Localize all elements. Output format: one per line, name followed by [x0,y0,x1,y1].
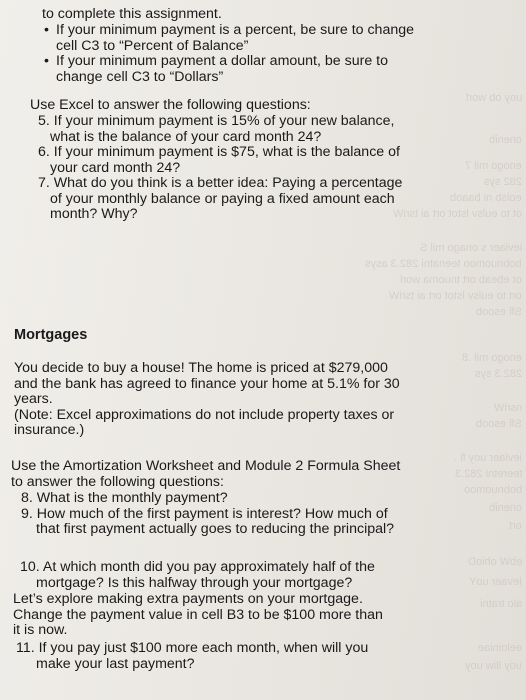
excel-questions-prompt: Use Excel to answer the following questions: [30,97,311,113]
show-through-decoration: enogo mil .8 [462,352,522,364]
show-through-decoration: uoy lliw uoy [465,660,522,672]
show-through-decoration: 282 sys [484,176,522,188]
mortgage-note: insurance.) [14,422,85,438]
question-7-continuation: of your monthly balance or paying a fixed amount each [50,190,395,207]
question-5-continuation: what is the balance of your card month 24? [50,128,322,145]
mortgage-question-11: 11. If you pay just $100 more each month, when will you make your last payment? [16,640,369,672]
show-through-decoration: enogo mil 7 [465,160,522,172]
mortgage-question-10: 10. At which month did you pay approximately half of the mortgage? Is this halfway through your mortgage? [20,559,375,591]
mortgage-intro-paragraph: You decide to buy a house! The home is priced at $279,000 and the bank has agreed to finance your home at 5.1% for 30 years. (Note: Excel approximations do not include property taxes or insurance.) [14,360,400,438]
mortgage-question-list [21,491,394,538]
bullet-item: • If your minimum payment is a percent, be sure to change [44,22,415,38]
question-8: 8. What is the monthly payment? [21,490,228,506]
intro-bullet-list [44,22,415,85]
bullet-item-continuation: change cell C3 to “Dollars” [56,68,224,85]
question-7-continuation: month? Why? [50,206,138,222]
question-6: 6. If your minimum payment is $75, what is the balance of [38,144,400,160]
show-through-decoration: teeretni 282.3 [454,468,522,480]
question-9: 9. How much of the first payment is interest? How much of [21,505,388,522]
question-7: 7. What do you think is a better idea: Paying a percentage [38,175,403,191]
show-through-decoration: ort to eulsv lstot ort ai tsriW [389,290,522,302]
show-through-decoration: Sfi esoob [476,418,522,430]
bullet-icon: • [44,22,49,38]
mortgage-note: (Note: Excel approximations do not include property taxes or [14,406,395,423]
amortization-prompt: Use the Amortization Worksheet and Module 2 Formula Sheet to answer the following questions: [11,458,401,490]
show-through-decoration: eeloiniae [477,642,522,654]
show-through-decoration: levaer uoY [469,576,522,588]
show-through-decoration: ieviaer uoy fi . [454,452,522,464]
intro-text: to complete this assignment. [42,6,222,22]
show-through-decoration: nsriW [493,402,522,414]
bullet-item: • If your minimum payment a dollar amount, be sure to [44,53,388,69]
bullet-icon: • [44,53,49,69]
show-through-decoration: ort [509,520,522,532]
show-through-decoration: onenib [488,502,522,514]
question-5: 5. If your minimum payment is 15% of your new balance, [38,113,395,129]
excel-question-list [38,114,402,223]
show-through-decoration: alo tratni [479,598,522,610]
question-6-continuation: your card month 24? [50,159,181,176]
bullet-item-continuation: cell C3 to “Percent of Balance” [56,37,249,54]
show-through-decoration: bobnuomoo teenatni 282.3 asys [365,258,522,270]
show-through-decoration: bobnuomoo [463,484,522,496]
show-through-decoration: onenib [488,134,522,146]
section-heading-mortgages: Mortgages [14,327,88,343]
intro-section [42,7,222,23]
question-9-continuation: that first payment actually goes to reducing the principal? [36,521,395,537]
show-through-decoration: 282.3 sys [474,368,522,380]
show-through-decoration: eolsb ni baaob [450,192,522,204]
show-through-decoration: ieviaer s onago mil S [419,242,522,254]
show-through-decoration: ot ebeab ort tnuoma worl [400,274,522,286]
show-through-decoration: Sfi esoob [476,306,522,318]
extra-payments-paragraph: Let’s explore making extra payments on your mortgage. Change the payment value in cell B3 to be $100 more than it is now. [13,591,383,638]
show-through-decoration: ebW ohioD [467,556,522,568]
show-through-decoration: ot to eulsv lstot ort ai tsriW [393,208,522,220]
show-through-decoration: uoy ob worl [465,92,522,104]
